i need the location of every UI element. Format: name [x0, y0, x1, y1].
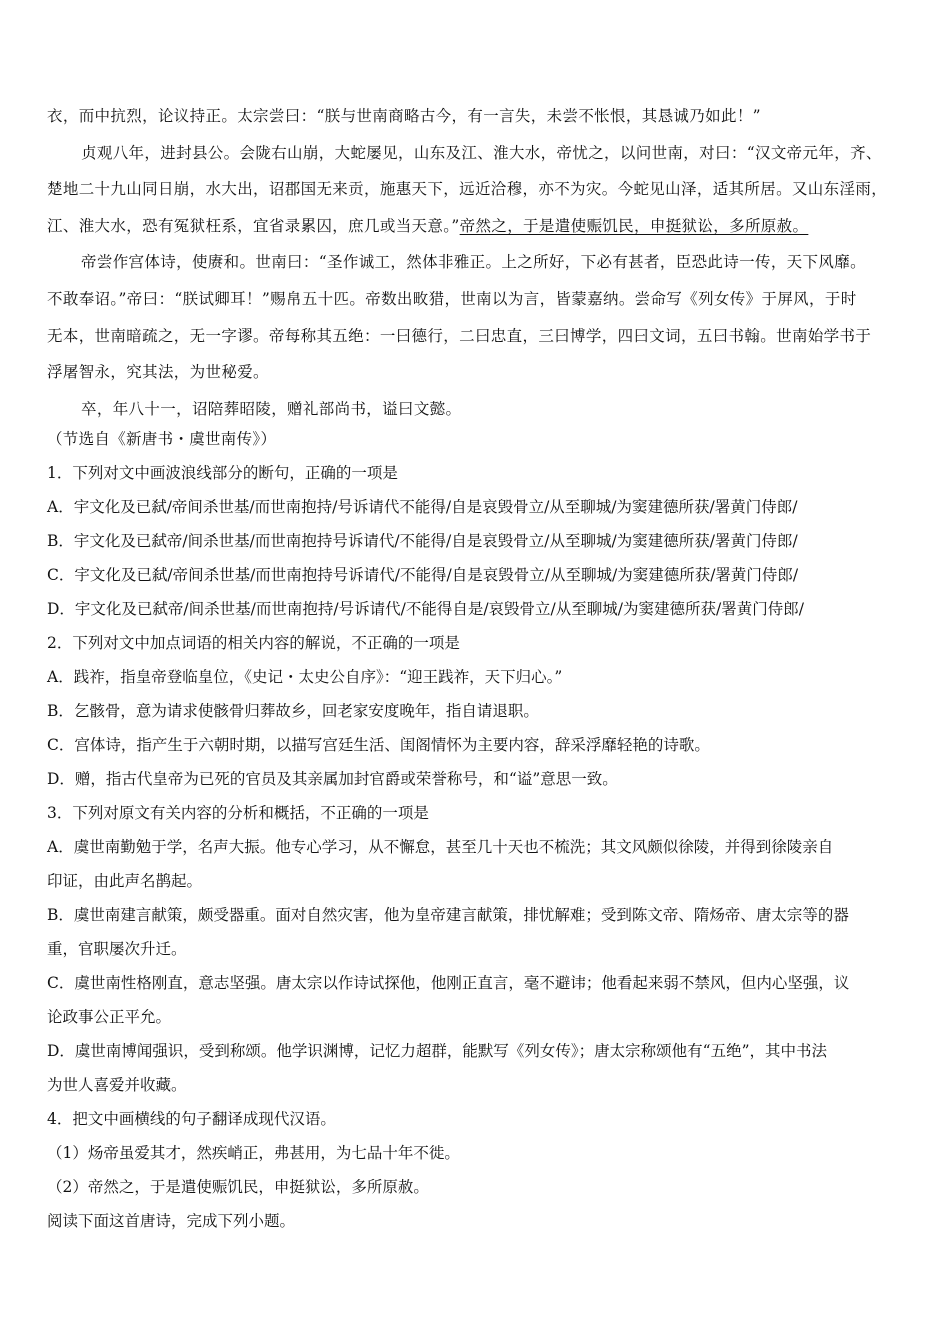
question-3-option-c: C．虞世南性格刚直，意志坚强。唐太宗以作诗试探他，他刚正直言，毫不避讳；他看起来弱不禁风，但内心坚强，议 [47, 974, 850, 992]
question-4-sub-2: （2）帝然之，于是遣使赈饥民，申挺狱讼，多所原赦。 [47, 1178, 429, 1196]
question-3-option-b: B．虞世南建言献策，颇受器重。面对自然灾害，他为皇帝建言献策，排忧解难；受到陈文帝、隋炀帝、唐太宗等的器 [47, 906, 849, 924]
passage-source: （节选自《新唐书・虞世南传》） [47, 430, 277, 448]
passage-line: 无本，世南暗疏之，无一字谬。帝每称其五绝：一曰德行，二曰忠直，三曰博学，四曰文词，五曰书翰。世南始学书于 [47, 326, 872, 345]
passage-line: 不敢奉诏。”帝曰：“朕试卿耳！”赐帛五十匹。帝数出畋猎，世南以为言，皆蒙嘉纳。尝命写《列女传》于屏风，于时 [47, 289, 857, 308]
passage-text: 江、淮大水，恐有冤狱枉系，宜省录累囚，庶几或当天意。” [47, 216, 460, 235]
question-3-option-c-cont: 论政事公正平允。 [47, 1008, 172, 1026]
passage-line: 楚地二十九山同日崩，水大出，诏郡国无来贡，施惠天下，远近洽穆，亦不为灾。今蛇见山泽，适其所居。又山东淫雨， [47, 180, 888, 199]
question-2-option-b: B．乞骸骨，意为请求使骸骨归葬故乡，回老家安度晚年，指自请退职。 [47, 702, 539, 720]
question-1-stem: 1．下列对文中画波浪线部分的断句，正确的一项是 [47, 464, 398, 482]
question-2-stem: 2．下列对文中加点词语的相关内容的解说，不正确的一项是 [47, 634, 460, 652]
question-3-option-a: A．虞世南勤勉于学，名声大振。他专心学习，从不懈怠，甚至几十天也不梳洗；其文风颇似徐陵，并得到徐陵亲自 [47, 838, 834, 856]
question-3-option-a-cont: 印证，由此声名鹊起。 [47, 872, 203, 890]
question-1-option-d: D．宇文化及已弑帝/间杀世基/而世南抱持/号诉请代/不能得自是/哀毁骨立/从至聊城/为窦建德所获/署黄门侍郎/ [47, 600, 804, 618]
question-3-option-d-cont: 为世人喜爱并收藏。 [47, 1076, 187, 1094]
underlined-sentence: 帝然之，于是遣使赈饥民，申挺狱讼，多所原赦。 [459, 216, 809, 235]
question-4-stem: 4．把文中画横线的句子翻译成现代汉语。 [47, 1110, 336, 1128]
passage-line [47, 208, 909, 245]
classical-chinese-passage [47, 98, 909, 427]
question-1-option-c: C．宇文化及已弑/帝间杀世基/而世南抱持号诉请代/不能得/自是哀毁骨立/从至聊城/为窦建德所获/署黄门侍郎/ [47, 566, 799, 584]
question-2-option-d: D．赠，指古代皇帝为已死的官员及其亲属加封官爵或荣誉称号，和“谥”意思一致。 [47, 770, 618, 788]
question-3-option-d: D．虞世南博闻强识，受到称颂。他学识渊博，记忆力超群，能默写《列女传》；唐太宗称颂他有“五绝”，其中书法 [47, 1042, 828, 1060]
poem-section-intro: 阅读下面这首唐诗，完成下列小题。 [47, 1212, 296, 1230]
question-1-option-a: A．宇文化及已弑/帝间杀世基/而世南抱持/号诉请代不能得/自是哀毁骨立/从至聊城/为窦建德所获/署黄门侍郎/ [47, 498, 798, 516]
passage-line: 贞观八年，进封县公。会陇右山崩，大蛇屡见，山东及江、淮大水，帝忧之，以问世南，对曰：“汉文帝元年，齐、 [81, 143, 882, 162]
question-3-stem: 3．下列对原文有关内容的分析和概括，不正确的一项是 [47, 804, 429, 822]
question-4-sub-1: （1）炀帝虽爱其才，然疾峭正，弗甚用，为七品十年不徙。 [47, 1144, 460, 1162]
question-1-option-b: B．宇文化及已弑帝/间杀世基/而世南抱持号诉请代/不能得/自是哀毁骨立/从至聊城/为窦建德所获/署黄门侍郎/ [47, 532, 798, 550]
questions-section [47, 422, 909, 1238]
passage-line: 帝尝作宫体诗，使赓和。世南曰：“圣作诚工，然体非雅正。上之所好，下必有甚者，臣恐此诗一传，天下风靡。 [81, 253, 866, 272]
passage-line: 浮屠智永，究其法，为世秘爱。 [47, 363, 269, 382]
passage-line: 衣，而中抗烈，论议持正。太宗尝曰：“朕与世南商略古今，有一言失，未尝不怅恨，其恳诚乃如此！” [47, 107, 761, 125]
question-3-option-b-cont: 重，官职屡次升迁。 [47, 940, 187, 958]
question-2-option-a: A．践祚，指皇帝登临皇位，《史记・太史公自序》：“迎王践祚，天下归心。” [47, 668, 563, 686]
question-2-option-c: C．宫体诗，指产生于六朝时期，以描写宫廷生活、闺阁情怀为主要内容，辞采浮靡轻艳的诗歌。 [47, 736, 710, 754]
passage-line: 卒，年八十一，诏陪葬昭陵，赠礼部尚书，谥曰文懿。 [81, 399, 462, 418]
